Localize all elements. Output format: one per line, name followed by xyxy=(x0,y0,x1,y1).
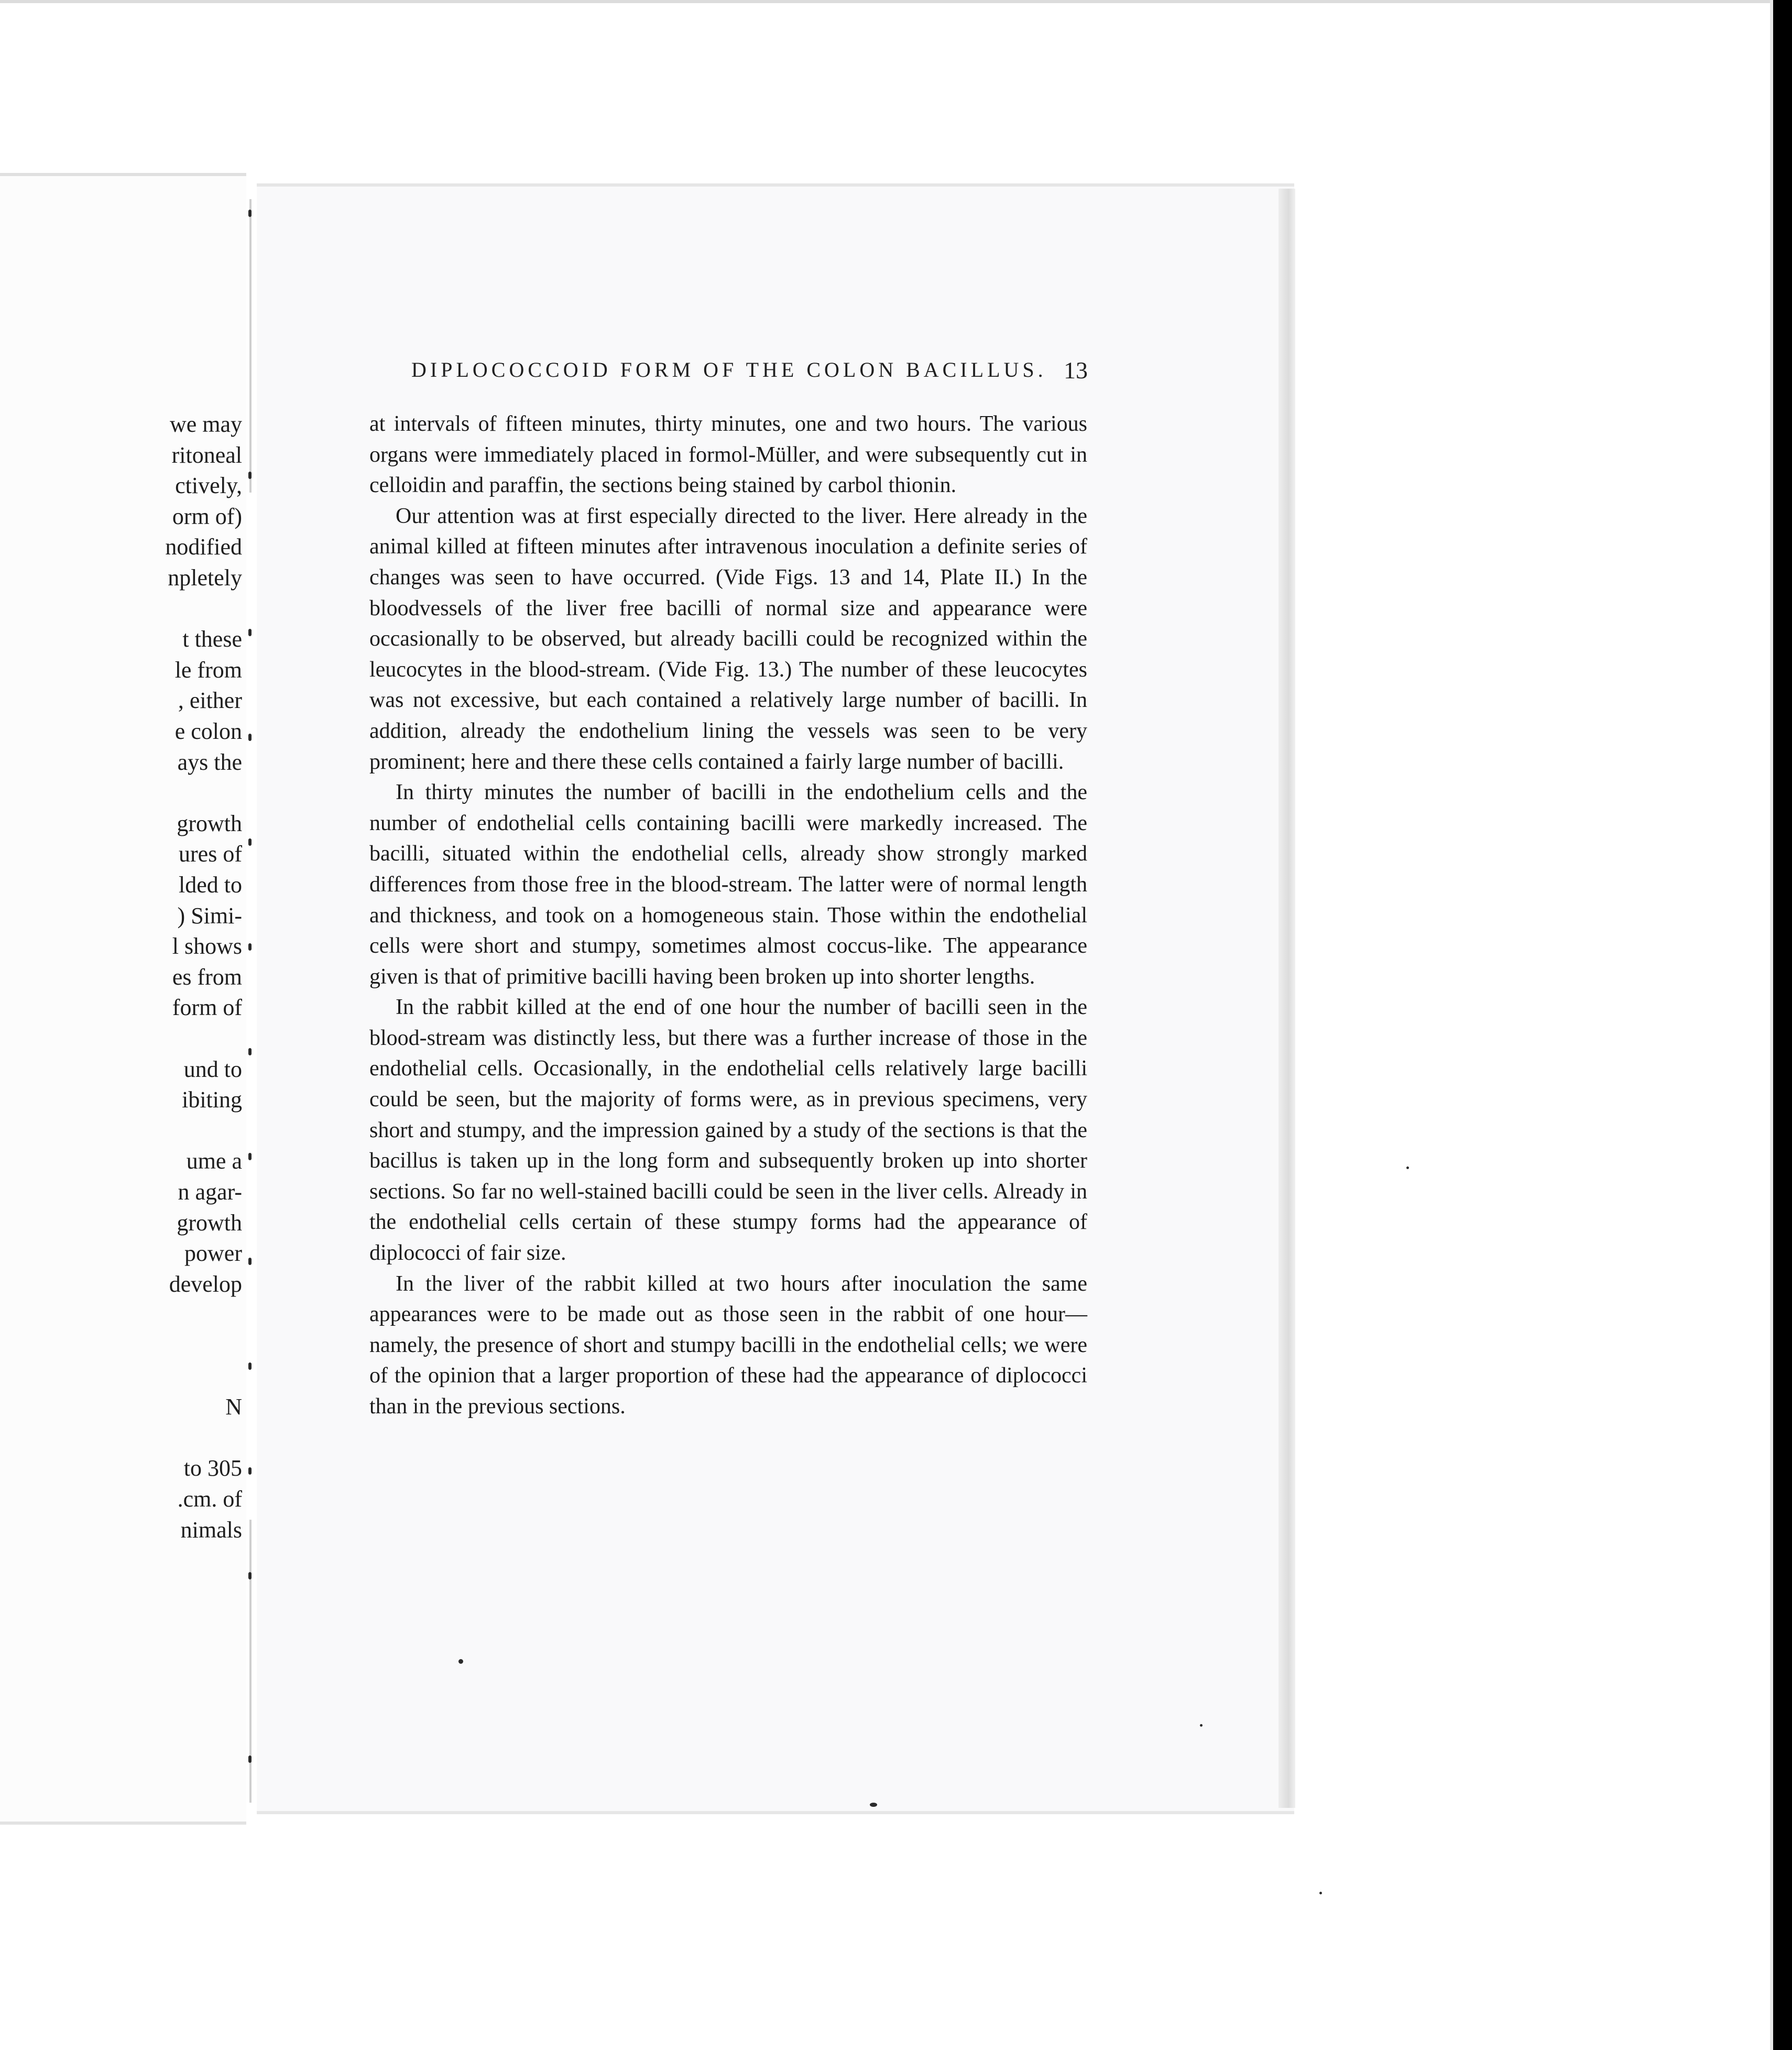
left-page-line: ritoneal xyxy=(171,442,242,468)
scan-speck xyxy=(1406,1166,1409,1169)
gutter-crease xyxy=(249,199,252,493)
left-page-line: orm of) xyxy=(172,503,242,529)
stitch-mark xyxy=(248,1572,252,1579)
scan-speck xyxy=(458,1659,463,1664)
left-page-line: growth xyxy=(177,1209,242,1236)
left-page-line: ) Simi- xyxy=(177,902,242,929)
left-page-line: lded to xyxy=(179,872,242,898)
paragraph: In thirty minutes the number of bacilli in the endothelium cells and the number of endothelial cells containing bacilli were markedly increased. The bacilli, situated within the endothelial cells, already show strongly marked differences from those free in the blood-stream. The latter were of normal length and thickness, and took on a homogeneous stain. Those within the endothelial cells were short and stumpy, sometimes almost coccus-like. The appearance given is that of primitive bacilli having been broken up into shorter lengths. xyxy=(369,780,1087,989)
body-text xyxy=(369,409,1087,1422)
stitch-mark xyxy=(248,1467,252,1475)
left-page-line: to 305 xyxy=(183,1455,242,1481)
left-page-line: we may xyxy=(169,411,242,437)
left-page-line: e colon xyxy=(174,718,242,744)
left-page-line: nimals xyxy=(180,1517,242,1543)
stitch-mark xyxy=(248,1362,252,1370)
scan-speck xyxy=(870,1803,877,1807)
left-page-line: ibiting xyxy=(182,1087,242,1113)
stitch-mark xyxy=(248,472,252,479)
left-page-line: und to xyxy=(183,1056,242,1082)
scan-speck xyxy=(1200,1724,1203,1727)
left-page-line: n agar- xyxy=(178,1179,242,1205)
scan-top-edge xyxy=(0,0,1773,3)
stitch-mark xyxy=(248,838,252,846)
left-page-line: nodified xyxy=(165,534,242,560)
scan-right-border xyxy=(1773,0,1792,2050)
left-page-line: npletely xyxy=(168,565,242,591)
stitch-mark xyxy=(248,734,252,741)
left-page-line: growth xyxy=(177,810,242,836)
stitch-mark xyxy=(248,943,252,951)
left-page-line: N xyxy=(225,1394,242,1420)
stitch-mark xyxy=(248,629,252,636)
left-page-line: ays the xyxy=(177,749,242,775)
left-page-line: .cm. of xyxy=(177,1486,242,1512)
running-head: DIPLOCOCCOID FORM OF THE COLON BACILLUS. xyxy=(411,358,1047,381)
left-page-line: t these xyxy=(182,626,242,652)
left-page-line: ume a xyxy=(186,1148,242,1174)
left-page-line: ures of xyxy=(179,841,242,867)
stitch-mark xyxy=(248,210,252,217)
paragraph: In the rabbit killed at the end of one hour the number of bacilli seen in the blood-stream was distinctly less, but there was a further increase of those in the endothelial cells. Occasionally, in the endothelial cells relatively large bacilli could be seen, but the majority of forms were, as in previous specimens, very short and stumpy, and the impression gained by a study of the sections is that the bacillus is taken up in the long form and subsequently broken up into shorter sections. So far no well-stained bacilli could be seen in the liver cells. Already in the endothelial cells certain of these stumpy forms had the appearance of diplococci of fair size. xyxy=(369,995,1087,1266)
stitch-mark xyxy=(248,1153,252,1160)
left-page-line: ctively, xyxy=(175,473,242,499)
left-page-line: es from xyxy=(172,964,242,990)
left-page-line: power xyxy=(184,1240,242,1267)
left-page-line: , either xyxy=(178,688,242,714)
paragraph: Our attention was at first especially directed to the liver. Here already in the animal killed at fifteen minutes after intravenous inoculation a definite series of changes was seen to have occurred. (Vide Figs. 13 and 14, Plate II.) In the bloodvessels of the liver free bacilli of normal size and appearance were occasionally to be observed, but already bacilli could be recognized within the leucocytes in the blood-stream. (Vide Fig. 13.) The number of these leucocytes was not excessive, but each contained a relatively large number of bacilli. In addition, already the endothelium lining the vessels was seen to be very prominent; here and there these cells contained a fairly large number of bacilli. xyxy=(369,504,1087,774)
left-page-line: l shows xyxy=(172,933,242,959)
left-page-line: le from xyxy=(174,657,242,683)
stitch-mark xyxy=(248,1048,252,1055)
page-number: 13 xyxy=(1064,357,1088,384)
paragraph: In the liver of the rabbit killed at two hours after inoculation the same appearances were to be made out as those seen in the rabbit of one hour—namely, the presence of short and stumpy bacilli in the endothelial cells; we were of the opinion that a larger proportion of these had the appearance of diplococci than in the previous sections. xyxy=(369,1271,1087,1419)
left-page-line: form of xyxy=(172,995,242,1021)
scan-speck xyxy=(1319,1892,1322,1894)
left-page-text xyxy=(0,176,246,1822)
right-page-edge xyxy=(1279,189,1295,1808)
stitch-mark xyxy=(248,1258,252,1265)
stitch-mark xyxy=(248,1755,252,1763)
left-facing-page xyxy=(0,173,246,1825)
paragraph: at intervals of fifteen minutes, thirty minutes, one and two hours. The various organs were immediately placed in formol-Müller, and were subsequently cut in celloidin and paraffin, the sections being stained by carbol thionin. xyxy=(369,412,1087,498)
left-page-line: develop xyxy=(169,1271,242,1297)
